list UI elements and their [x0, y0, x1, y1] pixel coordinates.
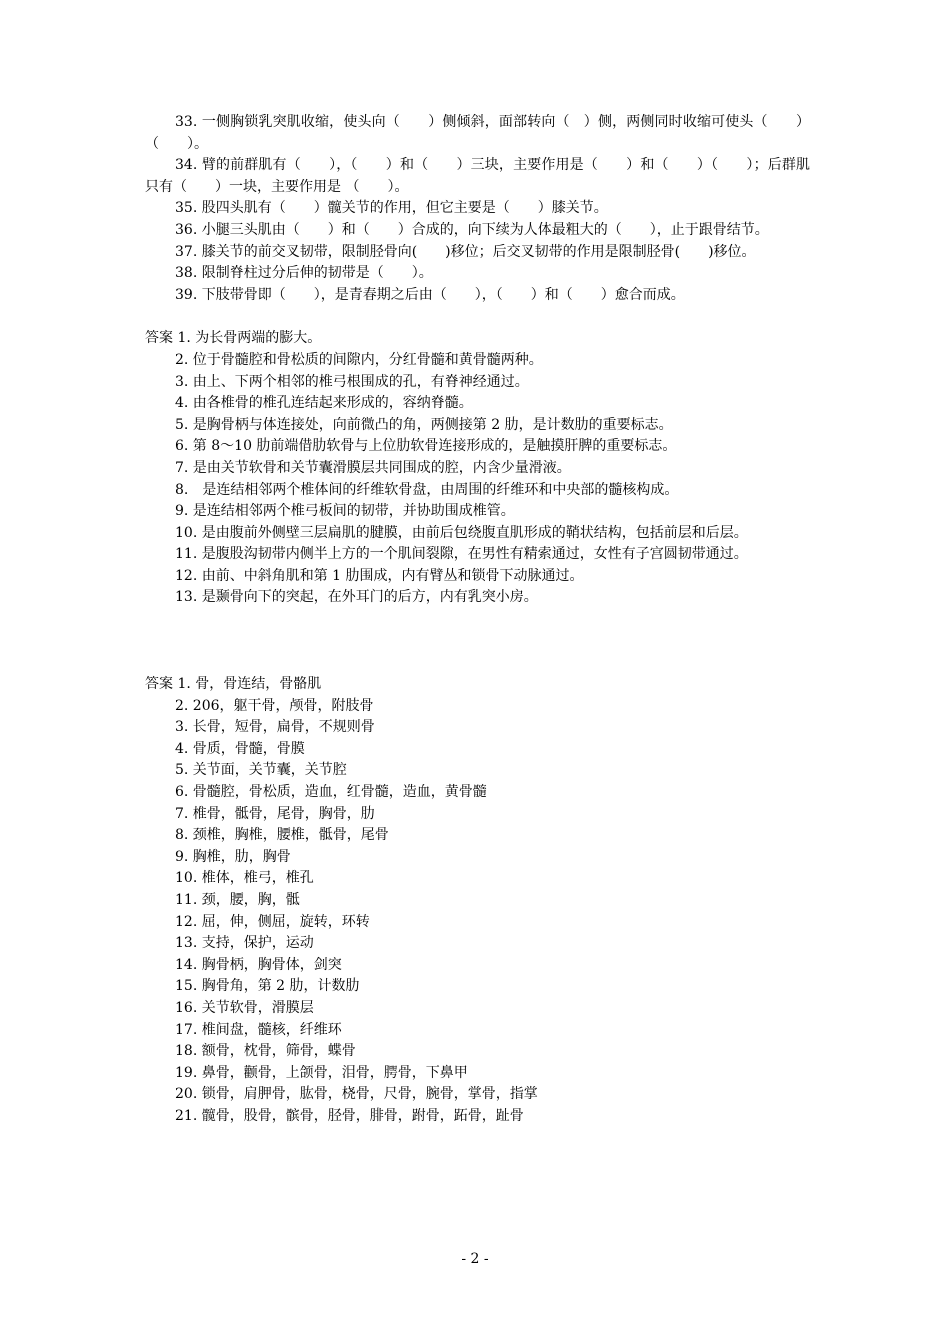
answer-item: 9. 胸椎，肋，胸骨 — [175, 848, 291, 865]
answers-definitions-section — [145, 328, 810, 609]
question-39: 39. 下肢带骨即（ ），是青春期之后由（ ），（ ）和（ ）愈合而成。 — [175, 286, 685, 303]
question-36: 36. 小腿三头肌由（ ）和（ ）合成的，向下续为人体最粗大的（ ），止于跟骨结节。 — [175, 221, 769, 238]
answer-item: 6. 骨髓腔，骨松质，造血，红骨髓，造血，黄骨髓 — [175, 784, 487, 801]
answer-item: 答案 1. 为长骨两端的膨大。 — [145, 330, 322, 347]
question-35: 35. 股四头肌有（ ）髋关节的作用，但它主要是（ ）膝关节。 — [175, 200, 608, 217]
answer-item: 3. 长骨，短骨，扁骨，不规则骨 — [175, 719, 375, 736]
answer-item: 3. 由上、下两个相邻的椎弓根围成的孔，有脊神经通过。 — [175, 373, 529, 390]
answer-item: 13. 是颞骨向下的突起，在外耳门的后方，内有乳突小房。 — [175, 589, 538, 606]
answer-item: 答案 1. 骨，骨连结，骨骼肌 — [145, 676, 322, 693]
answer-item: 11. 是腹股沟韧带内侧半上方的一个肌间裂隙，在男性有精索通过，女性有子宫圆韧带通过。 — [175, 546, 748, 563]
answer-item: 7. 椎骨，骶骨，尾骨，胸骨，肋 — [175, 805, 375, 822]
answer-item: 20. 锁骨，肩胛骨，肱骨，桡骨，尺骨，腕骨，掌骨，指掌 — [175, 1086, 538, 1103]
answer-item: 4. 骨质，骨髓，骨膜 — [175, 740, 305, 757]
answer-item: 15. 胸骨角，第 2 肋，计数肋 — [175, 978, 360, 995]
answers-fill-section — [145, 674, 810, 1127]
answer-item: 10. 是由腹前外侧壁三层扁肌的腱膜，由前后包绕腹直肌形成的鞘状结构，包括前层和后层。 — [175, 524, 748, 541]
answer-item: 10. 椎体，椎弓，椎孔 — [175, 870, 314, 887]
page-number: - 2 - — [461, 1251, 489, 1267]
answer-item: 9. 是连结相邻两个椎弓板间的韧带，并协助围成椎管。 — [175, 503, 515, 520]
question-33: 33. 一侧胸锁乳突肌收缩，使头向（ ）侧倾斜，面部转向（ ）侧，两侧同时收缩可使头（ ）（ ）。 — [145, 114, 810, 152]
answer-item: 11. 颈，腰，胸，骶 — [175, 892, 300, 908]
answer-item: 14. 胸骨柄，胸骨体，剑突 — [175, 956, 342, 973]
document-page — [145, 112, 810, 1128]
question-34: 34. 臂的前群肌有（ ），（ ）和（ ）三块，主要作用是（ ）和（ ）（ ）；后群肌只有（ ）一块，主要作用是 （ ）。 — [145, 157, 810, 195]
answer-item: 17. 椎间盘，髓核，纤维环 — [175, 1021, 342, 1038]
answer-item: 12. 由前、中斜角肌和第 1 肋围成，内有臂丛和锁骨下动脉通过。 — [175, 567, 584, 584]
answer-item: 19. 鼻骨，颧骨，上颌骨，泪骨，腭骨，下鼻甲 — [175, 1064, 468, 1081]
questions-section — [145, 112, 810, 306]
answer-item: 21. 髋骨，股骨，髌骨，胫骨，腓骨，跗骨，跖骨，趾骨 — [175, 1107, 524, 1124]
question-37: 37. 膝关节的前交叉韧带，限制胫骨向( )移位；后交叉韧带的作用是限制胫骨( )移位。 — [175, 243, 756, 260]
question-38: 38. 限制脊柱过分后伸的韧带是（ ）。 — [175, 265, 433, 282]
answer-item: 8. 是连结相邻两个椎体间的纤维软骨盘，由周围的纤维环和中央部的髓核构成。 — [175, 481, 679, 498]
answer-item: 2. 206，躯干骨，颅骨，附肢骨 — [175, 697, 374, 714]
answer-item: 7. 是由关节软骨和关节囊滑膜层共同围成的腔，内含少量滑液。 — [175, 459, 571, 476]
answer-item: 2. 位于骨髓腔和骨松质的间隙内，分红骨髓和黄骨髓两种。 — [175, 351, 543, 368]
answer-item: 5. 是胸骨柄与体连接处，向前微凸的角，两侧接第 2 肋，是计数肋的重要标志。 — [175, 416, 673, 433]
answer-item: 18. 额骨，枕骨，筛骨，蝶骨 — [175, 1043, 356, 1060]
answer-item: 5. 关节面，关节囊，关节腔 — [175, 762, 347, 779]
answer-item: 12. 屈，伸，侧屈，旋转，环转 — [175, 913, 370, 930]
answer-item: 6. 第 8～10 肋前端借肋软骨与上位肋软骨连接形成的，是触摸肝脾的重要标志。 — [175, 438, 677, 455]
answer-item: 13. 支持，保护，运动 — [175, 935, 314, 952]
answer-item: 16. 关节软骨，滑膜层 — [175, 999, 314, 1016]
answer-item: 4. 由各椎骨的椎孔连结起来形成的，容纳脊髓。 — [175, 395, 473, 412]
answer-item: 8. 颈椎，胸椎，腰椎，骶骨，尾骨 — [175, 827, 389, 844]
